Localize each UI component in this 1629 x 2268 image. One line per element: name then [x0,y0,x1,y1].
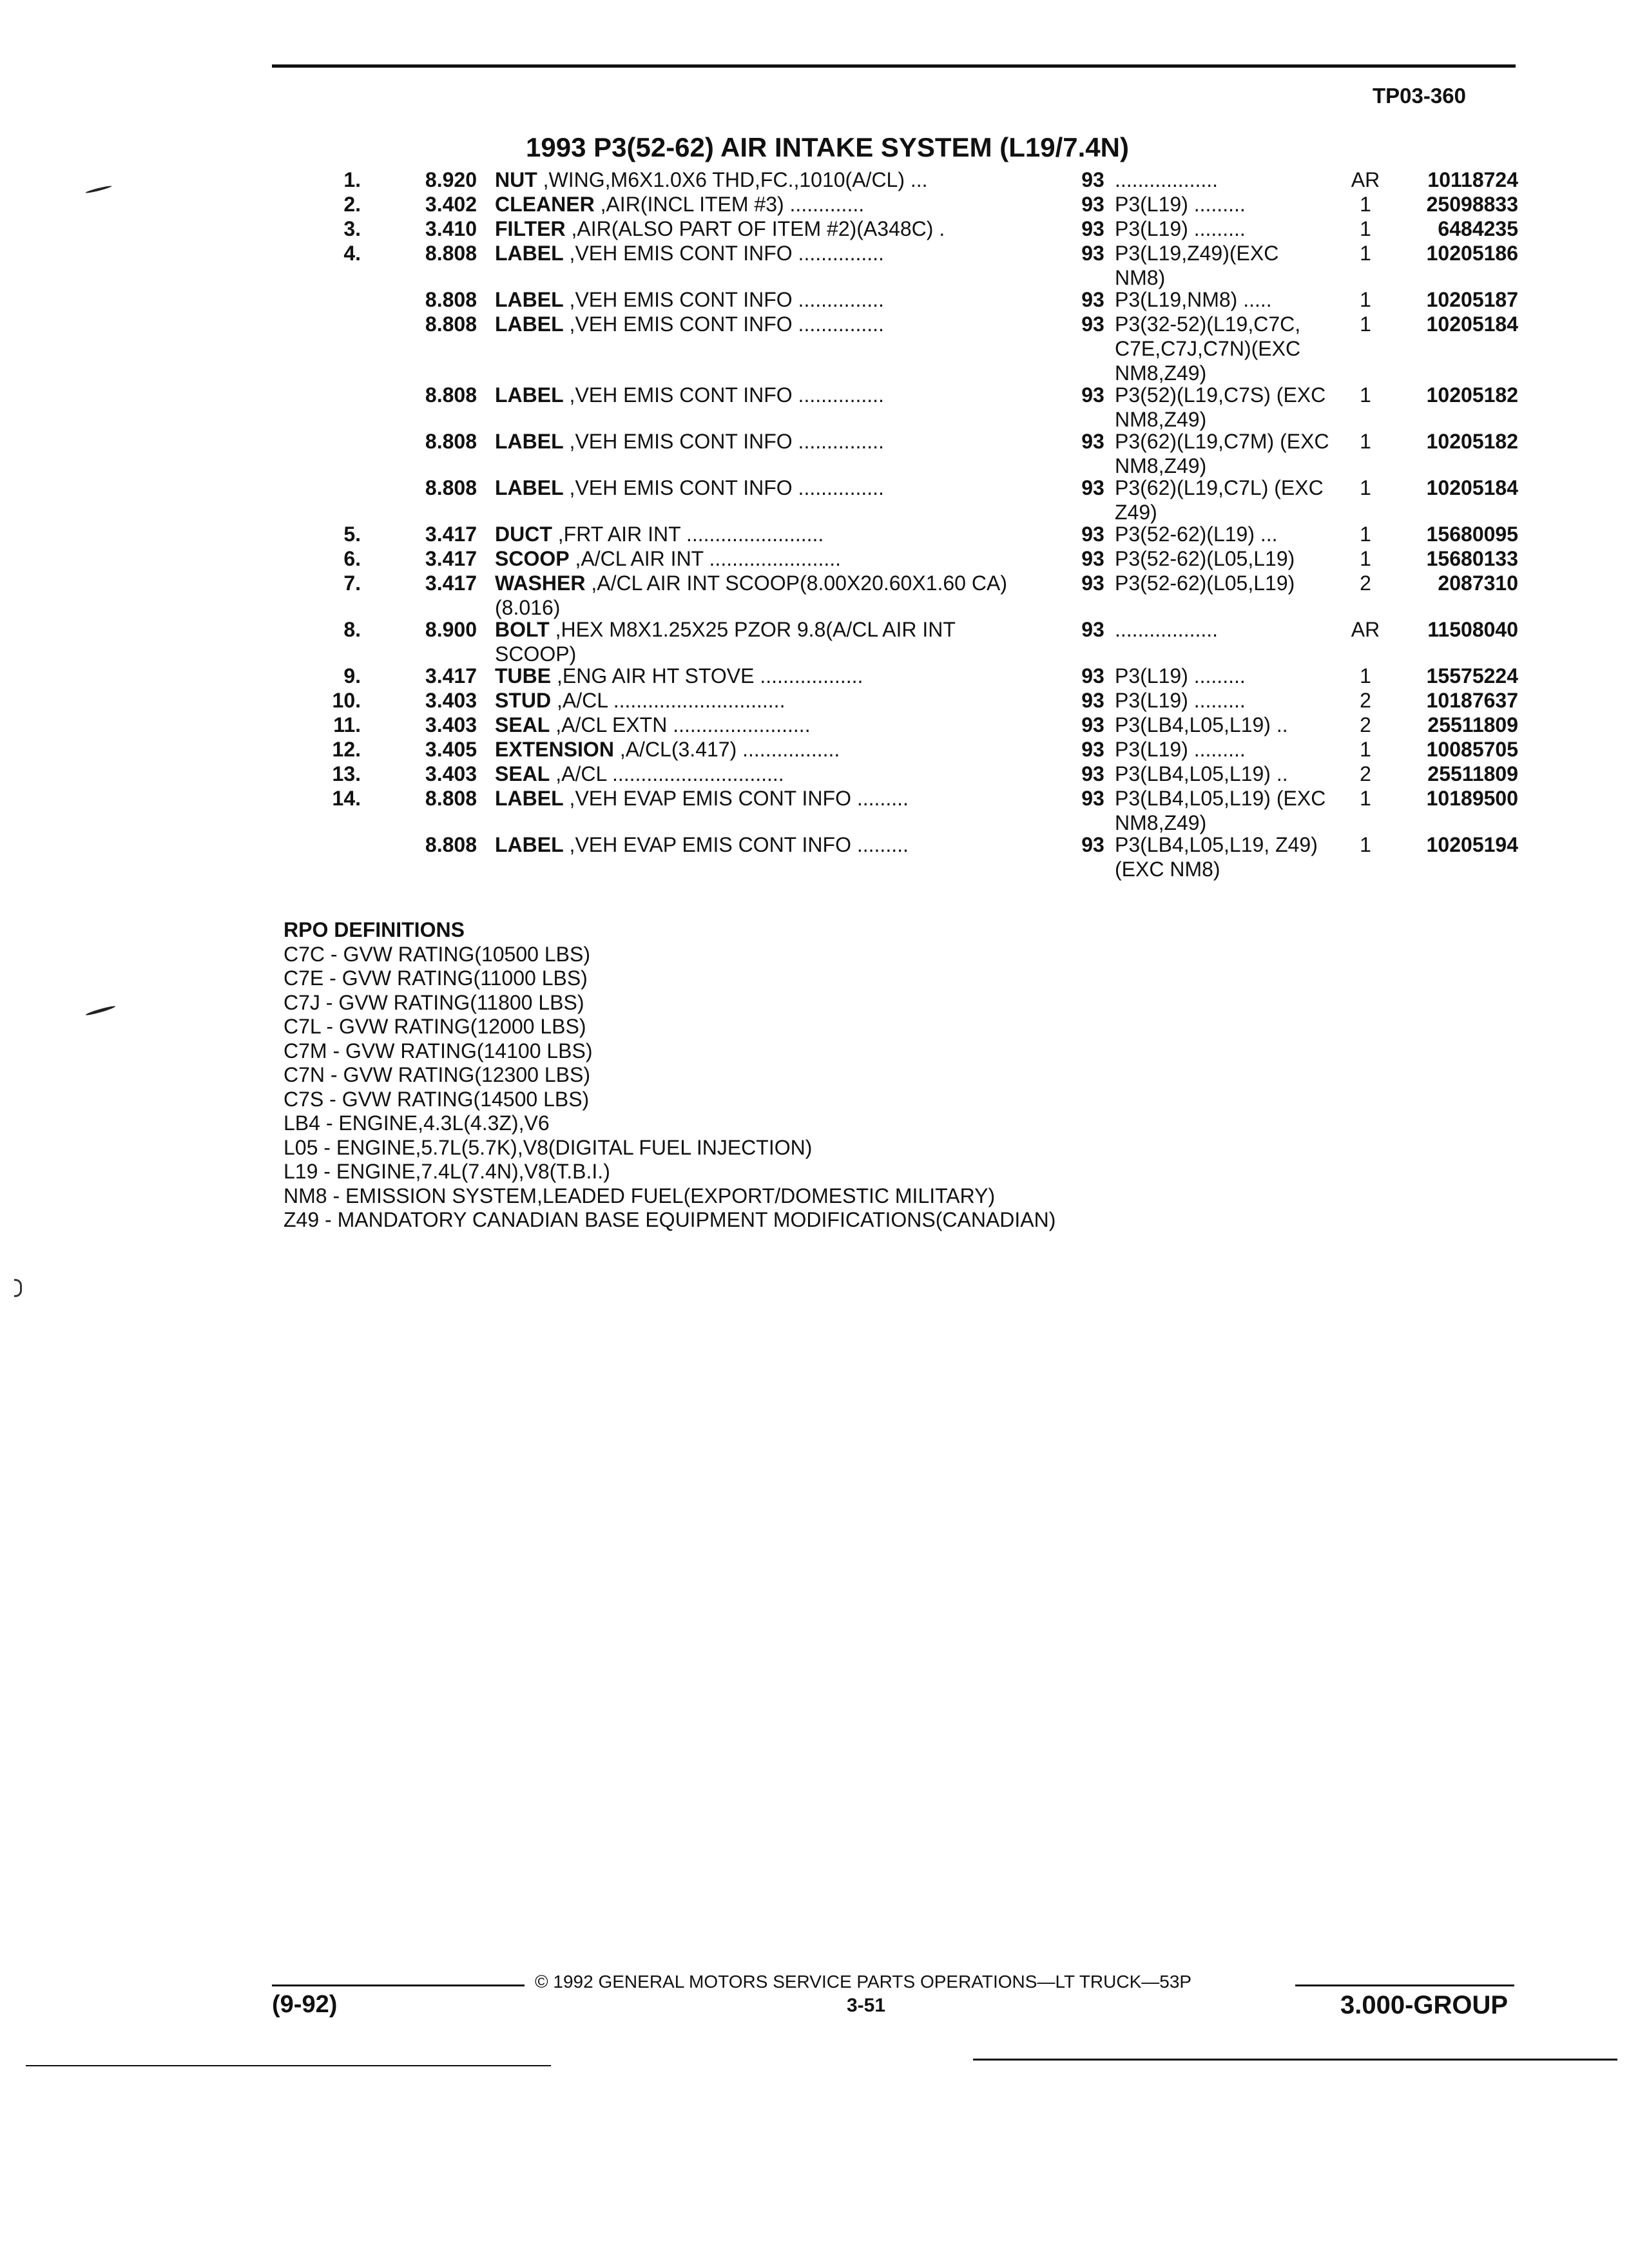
header-rule [272,64,1516,68]
usage [1115,762,1334,786]
model-year: 93 [1081,383,1104,407]
quantity: 2 [1360,572,1371,595]
footer-rule-left [272,1984,525,1986]
item-number: 4. [343,242,361,265]
rpo-item: C7S - GVW RATING(14500 LBS) [284,1087,590,1111]
model-year: 93 [1081,312,1104,336]
quantity: 1 [1360,476,1371,499]
part-row [0,546,1629,571]
dot-leader: ......... [1188,664,1246,687]
usage-text: P3(32-52)(L19,C7C, C7E,C7J,C7N)(EXC NM8,Z49) [1115,312,1301,385]
group-number: 8.808 [425,242,477,265]
part-row [0,571,1629,617]
quantity: 2 [1360,762,1371,785]
dot-leader: ........................ [667,713,811,736]
part-description [495,241,1017,265]
group-number: 8.920 [425,168,477,191]
dot-leader: .............................. [606,762,784,785]
part-row [0,476,1629,522]
dot-leader: .................. [1115,618,1219,641]
part-number: 10205184 [1426,312,1518,336]
dot-leader: .............................. [607,689,786,712]
part-row [0,832,1629,879]
quantity: 1 [1360,288,1371,311]
part-name: LABEL [495,242,564,265]
rpo-definitions [284,918,1055,1233]
part-number: 15680133 [1426,547,1518,570]
usage-text: P3(52-62)(L05,L19) [1115,572,1295,595]
usage [1115,168,1334,192]
model-year: 93 [1081,689,1104,712]
footer-date: (9-92) [272,1991,338,2018]
usage-text: P3(52)(L19,C7S) (EXC NM8,Z49) [1115,383,1326,431]
part-description [495,713,1017,737]
dot-leader: ................. [737,738,840,761]
usage [1115,571,1334,595]
dot-leader: .. [1270,762,1288,785]
model-year: 93 [1081,787,1104,810]
item-number: 7. [343,572,361,595]
usage [1115,713,1334,737]
dot-leader: ............. [784,193,865,216]
part-spec: ,A/CL AIR INT SCOOP(8.00X20.60X1.60 CA)(8.016) [495,572,1007,619]
part-number: 10205182 [1426,430,1518,453]
model-year: 93 [1081,572,1104,595]
dot-leader: .................. [754,664,863,687]
quantity: 1 [1360,664,1371,687]
dot-leader: ............... [792,383,884,407]
dot-leader: .................. [1115,168,1219,191]
usage [1115,786,1334,835]
page-title: 1993 P3(52-62) AIR INTAKE SYSTEM (L19/7.4N) [526,132,1129,162]
group-number: 8.808 [425,288,477,311]
part-name: LABEL [495,288,564,311]
part-spec: ,A/CL [557,689,608,712]
usage-text: P3(L19,NM8) [1115,288,1238,311]
part-description [495,571,1017,620]
part-number: 10085705 [1426,738,1518,761]
usage [1115,617,1334,642]
part-name: TUBE [495,664,552,687]
part-description [495,617,1017,666]
quantity: 1 [1360,217,1371,240]
part-description [495,216,1017,241]
dot-leader: ............... [792,312,884,336]
group-number: 8.808 [425,787,477,810]
part-row [0,664,1629,688]
part-description [495,762,1017,786]
part-number: 25511809 [1427,762,1518,785]
usage [1115,241,1334,290]
usage-text: P3(L19) [1115,193,1188,216]
model-year: 93 [1081,288,1104,311]
group-number: 8.808 [425,383,477,407]
item-number: 12. [332,738,361,761]
group-number: 3.403 [425,713,477,736]
usage [1115,192,1334,216]
rpo-item: C7E - GVW RATING(11000 LBS) [284,966,588,990]
part-number: 10205182 [1426,383,1518,407]
part-spec: ,VEH EMIS CONT INFO [569,383,793,407]
part-spec: ,A/CL(3.417) [619,738,737,761]
part-row [0,688,1629,713]
usage [1115,429,1334,478]
group-number: 8.900 [425,618,477,641]
part-description [495,688,1017,713]
usage [1115,664,1334,688]
part-name: SEAL [495,762,550,785]
part-row [0,737,1629,762]
quantity: AR [1351,618,1380,641]
group-number: 3.417 [425,523,477,546]
quantity: AR [1351,168,1380,191]
part-spec: ,VEH EMIS CONT INFO [569,242,793,265]
part-description [495,546,1017,571]
part-name: SEAL [495,713,550,736]
part-description [495,522,1017,546]
model-year: 93 [1081,762,1104,785]
scan-mark [14,1279,22,1297]
part-spec: ,VEH EMIS CONT INFO [569,476,793,499]
usage [1115,688,1334,713]
item-number: 10. [332,689,361,712]
part-spec: ,A/CL AIR INT [575,547,704,570]
part-spec: ,A/CL [555,762,607,785]
bottom-rule-right [973,2059,1617,2061]
rpo-item: C7J - GVW RATING(11800 LBS) [284,990,584,1014]
group-number: 8.808 [425,312,477,336]
part-spec: ,VEH EMIS CONT INFO [569,288,793,311]
part-spec: ,HEX M8X1.25X25 PZOR 9.8(A/CL AIR INT SCOOP) [495,618,956,666]
dot-leader: ......... [1188,738,1246,761]
dot-leader: ........................ [680,523,824,546]
part-row [0,617,1629,664]
usage-text: P3(62)(L19,C7L) (EXC Z49) [1115,476,1324,524]
part-row [0,383,1629,429]
part-row [0,241,1629,287]
part-number: 10118724 [1427,168,1518,191]
part-name: STUD [495,689,552,712]
model-year: 93 [1081,242,1104,265]
footer-page-number: 3-51 [846,1995,886,2016]
model-year: 93 [1081,738,1104,761]
part-description [495,192,1017,216]
usage [1115,832,1334,881]
part-description [495,832,1017,857]
part-name: CLEANER [495,193,595,216]
rpo-item: L05 - ENGINE,5.7L(5.7K),V8(DIGITAL FUEL INJECTION) [284,1135,813,1159]
part-name: FILTER [495,217,566,240]
item-number: 14. [332,787,361,810]
item-number: 9. [343,664,361,687]
rpo-item: C7L - GVW RATING(12000 LBS) [284,1015,586,1038]
usage [1115,383,1334,432]
usage-text: P3(52-62)(L19) [1115,523,1255,546]
rpo-item: NM8 - EMISSION SYSTEM,LEADED FUEL(EXPORT/DOMESTIC MILITARY) [284,1184,996,1207]
item-number: 11. [333,713,361,736]
model-year: 93 [1081,547,1104,570]
part-row [0,192,1629,216]
usage-text: P3(52-62)(L05,L19) [1115,547,1295,570]
usage-text: P3(L19) [1115,217,1188,240]
dot-leader: ......... [1188,217,1246,240]
part-name: BOLT [495,618,550,641]
part-row [0,762,1629,786]
group-number: 8.808 [425,833,477,856]
part-spec: ,WING,M6X1.0X6 THD,FC.,1010(A/CL) [543,168,905,191]
part-name: LABEL [495,430,564,453]
part-spec: ,ENG AIR HT STOVE [557,664,755,687]
item-number: 6. [343,547,361,570]
quantity: 2 [1360,713,1371,736]
model-year: 93 [1081,476,1104,499]
document-id: TP03-360 [1373,84,1466,108]
usage-text: P3(L19) [1115,689,1188,712]
usage-text: P3(62)(L19,C7M) (EXC NM8,Z49) [1115,430,1329,477]
footer-group: 3.000-GROUP [1340,1991,1509,2019]
model-year: 93 [1081,430,1104,453]
part-description [495,383,1017,407]
usage-text: P3(L19) [1115,738,1188,761]
part-number: 10189500 [1426,787,1518,810]
group-number: 3.402 [425,193,477,216]
part-description [495,476,1017,500]
model-year: 93 [1081,618,1104,641]
part-spec: ,A/CL EXTN [555,713,668,736]
rpo-item: Z49 - MANDATORY CANADIAN BASE EQUIPMENT MODIFICATIONS(CANADIAN) [284,1208,1056,1231]
dot-leader: ... [905,168,928,191]
dot-leader: ... [1255,523,1278,546]
usage [1115,737,1334,762]
usage-text: P3(L19,Z49)(EXC NM8) [1115,242,1279,289]
item-number: 3. [343,217,361,240]
part-row [0,522,1629,546]
model-year: 93 [1081,523,1104,546]
group-number: 3.417 [425,547,477,570]
dot-leader: ............... [792,242,884,265]
quantity: 2 [1360,689,1371,712]
part-name: LABEL [495,787,564,810]
group-number: 3.405 [425,738,477,761]
rpo-item: C7M - GVW RATING(14100 LBS) [284,1039,593,1062]
part-name: WASHER [495,572,586,595]
part-row [0,713,1629,737]
dot-leader: ............... [792,430,884,453]
part-name: LABEL [495,833,564,856]
part-spec: ,AIR(INCL ITEM #3) [600,193,784,216]
model-year: 93 [1081,168,1104,191]
part-name: LABEL [495,383,564,407]
group-number: 3.403 [425,689,477,712]
quantity: 1 [1360,833,1371,856]
part-description [495,786,1017,811]
part-spec: ,FRT AIR INT [557,523,681,546]
rpo-item: C7N - GVW RATING(12300 LBS) [284,1063,590,1086]
dot-leader: ......... [851,787,909,810]
group-number: 3.410 [425,217,477,240]
quantity: 1 [1360,787,1371,810]
quantity: 1 [1360,738,1371,761]
dot-leader: ....................... [703,547,842,570]
part-number: 11508040 [1427,618,1518,641]
quantity: 1 [1360,312,1371,336]
part-number: 25511809 [1427,713,1518,736]
dot-leader: ............... [792,476,884,499]
part-number: 15575224 [1426,664,1518,687]
group-number: 3.417 [425,664,477,687]
dot-leader: ......... [851,833,909,856]
group-number: 3.417 [425,572,477,595]
dot-leader: ............... [792,288,884,311]
part-row [0,168,1629,192]
rpo-item: LB4 - ENGINE,4.3L(4.3Z),V6 [284,1111,550,1135]
group-number: 3.403 [425,762,477,785]
footer-rule-right [1295,1984,1514,1986]
item-number: 2. [343,193,361,216]
part-row [0,287,1629,312]
part-name: NUT [495,168,537,191]
item-number: 8. [343,618,361,641]
part-spec: ,VEH EVAP EMIS CONT INFO [569,787,851,810]
part-number: 10205194 [1426,833,1518,856]
usage [1115,312,1334,385]
part-description [495,429,1017,454]
scan-mark [85,1004,116,1016]
quantity: 1 [1360,383,1371,407]
part-row [0,312,1629,383]
part-spec: ,AIR(ALSO PART OF ITEM #2)(A348C) [571,217,934,240]
part-description [495,168,1017,192]
model-year: 93 [1081,193,1104,216]
group-number: 8.808 [425,476,477,499]
item-number: 1. [343,168,361,191]
model-year: 93 [1081,833,1104,856]
part-name: DUCT [495,523,552,546]
quantity: 1 [1360,193,1371,216]
usage-text: P3(LB4,L05,L19) (EXC NM8,Z49) [1115,787,1326,834]
part-row [0,429,1629,476]
quantity: 1 [1360,523,1371,546]
usage [1115,287,1334,312]
usage-text: P3(LB4,L05,L19, Z49)(EXC NM8) [1115,833,1318,881]
model-year: 93 [1081,217,1104,240]
quantity: 1 [1360,430,1371,453]
item-number: 5. [343,523,361,546]
bottom-rule-left [26,2065,551,2066]
quantity: 1 [1360,242,1371,265]
part-number: 2087310 [1438,572,1518,595]
rpo-item: L19 - ENGINE,7.4L(7.4N),V8(T.B.I.) [284,1160,610,1183]
part-number: 10205186 [1426,242,1518,265]
usage [1115,216,1334,241]
part-number: 15680095 [1426,523,1518,546]
rpo-item: C7C - GVW RATING(10500 LBS) [284,942,590,966]
usage [1115,546,1334,571]
usage [1115,522,1334,546]
usage-text: P3(LB4,L05,L19) [1115,713,1271,736]
part-name: SCOOP [495,547,570,570]
model-year: 93 [1081,713,1104,736]
part-row [0,786,1629,832]
part-description [495,287,1017,312]
rpo-heading: RPO DEFINITIONS [284,918,465,941]
usage-text: P3(L19) [1115,664,1188,687]
group-number: 8.808 [425,430,477,453]
part-name: LABEL [495,476,564,499]
dot-leader: ..... [1237,288,1272,311]
part-number: 10205187 [1426,288,1518,311]
parts-list [0,168,1629,879]
footer-copyright: © 1992 GENERAL MOTORS SERVICE PARTS OPERATIONS—LT TRUCK—53P [535,1972,1192,1992]
dot-leader: . [933,217,945,240]
usage [1115,476,1334,524]
part-number: 25098833 [1426,193,1518,216]
dot-leader: .. [1270,713,1288,736]
part-number: 6484235 [1438,217,1518,240]
part-name: LABEL [495,312,564,336]
quantity: 1 [1360,547,1371,570]
part-spec: ,VEH EMIS CONT INFO [569,430,793,453]
model-year: 93 [1081,664,1104,687]
usage-text: P3(LB4,L05,L19) [1115,762,1271,785]
part-spec: ,VEH EMIS CONT INFO [569,312,793,336]
part-description [495,664,1017,688]
dot-leader: ......... [1188,193,1246,216]
part-number: 10187637 [1426,689,1518,712]
dot-leader: ......... [1188,689,1246,712]
item-number: 13. [332,762,361,785]
part-description [495,737,1017,762]
part-name: EXTENSION [495,738,614,761]
part-description [495,312,1017,336]
part-row [0,216,1629,241]
part-spec: ,VEH EVAP EMIS CONT INFO [569,833,851,856]
part-number: 10205184 [1426,476,1518,499]
